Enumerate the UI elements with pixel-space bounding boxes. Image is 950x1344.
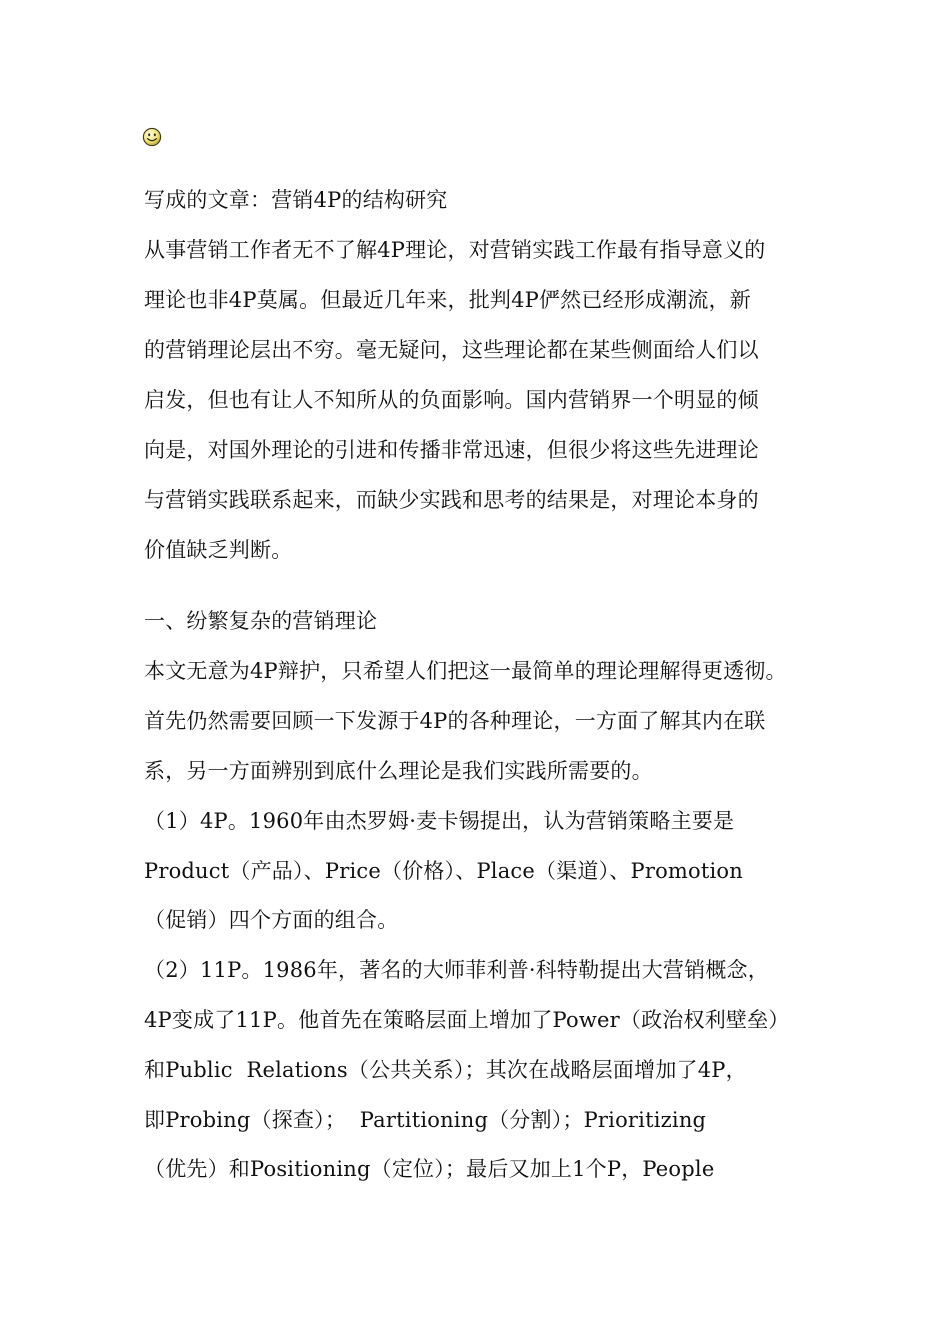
body-line: （2）11P。1986年，著名的大师菲利普·科特勒提出大营销概念， [144,958,769,982]
intro-line: 理论也非4P莫属。但最近几年来，批判4P俨然已经形成潮流，新 [144,288,751,312]
intro-line: 的营销理论层出不穷。毫无疑问，这些理论都在某些侧面给人们以 [144,338,759,362]
body-line: 即Probing（探查）； Partitioning（分割）；Prioritizing [144,1108,707,1132]
section-heading: 一、纷繁复杂的营销理论 [144,609,378,633]
body-line: （优先）和Positioning（定位）；最后又加上1个P，People [144,1157,715,1181]
intro-line: 向是，对国外理论的引进和传播非常迅速，但很少将这些先进理论 [144,438,759,462]
intro-line: 从事营销工作者无不了解4P理论，对营销实践工作最有指导意义的 [144,238,766,262]
body-line: （促销）四个方面的组合。 [144,908,399,932]
smiley-face-icon [142,127,162,147]
article-title: 写成的文章：营销4P的结构研究 [144,188,448,212]
body-line: 4P变成了11P。他首先在策略层面上增加了Power（政治权利壁垒） [144,1008,790,1032]
body-line: 首先仍然需要回顾一下发源于4P的各种理论，一方面了解其内在联 [144,709,766,733]
body-line: 系，另一方面辨别到底什么理论是我们实践所需要的。 [144,759,653,783]
intro-line: 启发，但也有让人不知所从的负面影响。国内营销界一个明显的倾 [144,388,759,412]
intro-line: 价值缺乏判断。 [144,538,293,562]
body-line: （1）4P。1960年由杰罗姆·麦卡锡提出，认为营销策略主要是 [144,809,735,833]
body-line: Product（产品）、Price（价格）、Place（渠道）、Promotion [144,859,743,883]
body-line: 本文无意为4P辩护，只希望人们把这一最简单的理论理解得更透彻。 [144,659,787,683]
body-line: 和Public Relations（公共关系）；其次在战略层面增加了4P， [144,1058,747,1082]
intro-line: 与营销实践联系起来，而缺少实践和思考的结果是，对理论本身的 [144,488,759,512]
